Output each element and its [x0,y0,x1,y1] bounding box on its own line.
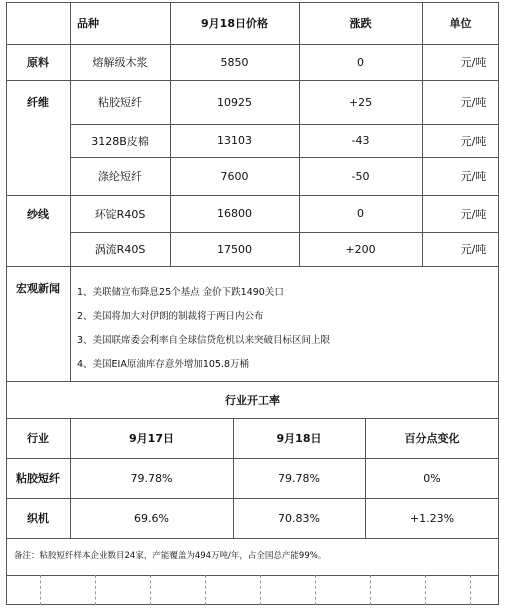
unit-value: 元/吨 [460,207,487,221]
product-name: 涤纶短纤 [98,170,142,183]
header-variety: 品种 [77,17,99,30]
price-value: 17500 [217,242,252,256]
header-price: 9月18日价格 [201,17,268,30]
change-value: -43 [351,134,370,147]
change-value: 0 [357,207,364,220]
empty-row-divider [315,575,316,605]
header-change: 涨跌 [349,17,372,30]
row-divider [6,538,499,539]
header-industry: 行业 [27,432,49,445]
change-value: +25 [348,95,373,109]
news-item: 1、美联储宣布降息25个基点 金价下跌1490关口 [77,287,284,298]
unit-value: 元/吨 [460,170,487,183]
product-name: 环锭R40S [94,207,146,221]
header-unit: 单位 [449,17,472,30]
empty-row-divider [260,575,261,605]
product-name: 涡流R40S [94,243,146,256]
product-name: 3128B皮棉 [91,134,149,148]
empty-row-divider [40,575,41,605]
operating-rate-title: 行业开工率 [225,393,280,407]
row-divider [6,266,499,267]
col-divider [70,266,71,381]
price-value: 13103 [217,134,252,147]
price-value: 10925 [217,95,252,109]
rate-sep18: 79.78% [278,471,320,485]
change-value: 0 [357,55,364,69]
product-name: 粘胶短纤 [98,96,142,109]
price-value: 7600 [220,169,249,183]
change-value: -50 [351,169,370,183]
macro-news-label: 宏观新闻 [16,282,60,295]
empty-row-divider [370,575,371,605]
rate-change: 0% [423,471,441,485]
category-fiber: 纤维 [27,96,49,109]
empty-row-divider [95,575,96,605]
unit-value: 元/吨 [460,96,487,109]
news-item: 4、美国EIA原油库存意外增加105.8万桶 [77,359,250,370]
rate-change: +1.23% [409,511,455,525]
empty-row-divider [205,575,206,605]
rate-sep18: 70.83% [278,511,320,525]
category-yarn: 纱线 [27,207,49,221]
empty-row-divider [470,575,471,605]
price-value: 5850 [220,55,249,69]
rate-sep17: 69.6% [134,511,169,525]
header-pp-change: 百分点变化 [404,432,460,445]
header-sep17: 9月17日 [129,432,174,445]
news-item: 2、美国将加大对伊朗的制裁将于两日内公布 [77,311,264,322]
industry-name: 织机 [27,512,49,525]
product-name: 熔解级木浆 [92,56,148,69]
change-value: +200 [345,242,376,256]
unit-value: 元/吨 [460,243,487,256]
header-sep18: 9月18日 [276,432,322,445]
industry-name: 粘胶短纤 [16,472,60,485]
footnote: 备注：粘胶短纤样本企业数目24家，产能覆盖为494万吨/年，占全国总产能99%。 [14,551,327,561]
news-item: 3、美国联席委会利率自全球信贷危机以来突破目标区间上限 [77,335,331,346]
empty-row-divider [425,575,426,605]
price-value: 16800 [217,207,252,220]
unit-value: 元/吨 [460,56,487,69]
rate-sep17: 79.78% [130,471,173,485]
unit-value: 元/吨 [460,134,487,148]
category-raw-material: 原料 [27,56,49,69]
empty-row-divider [150,575,151,605]
